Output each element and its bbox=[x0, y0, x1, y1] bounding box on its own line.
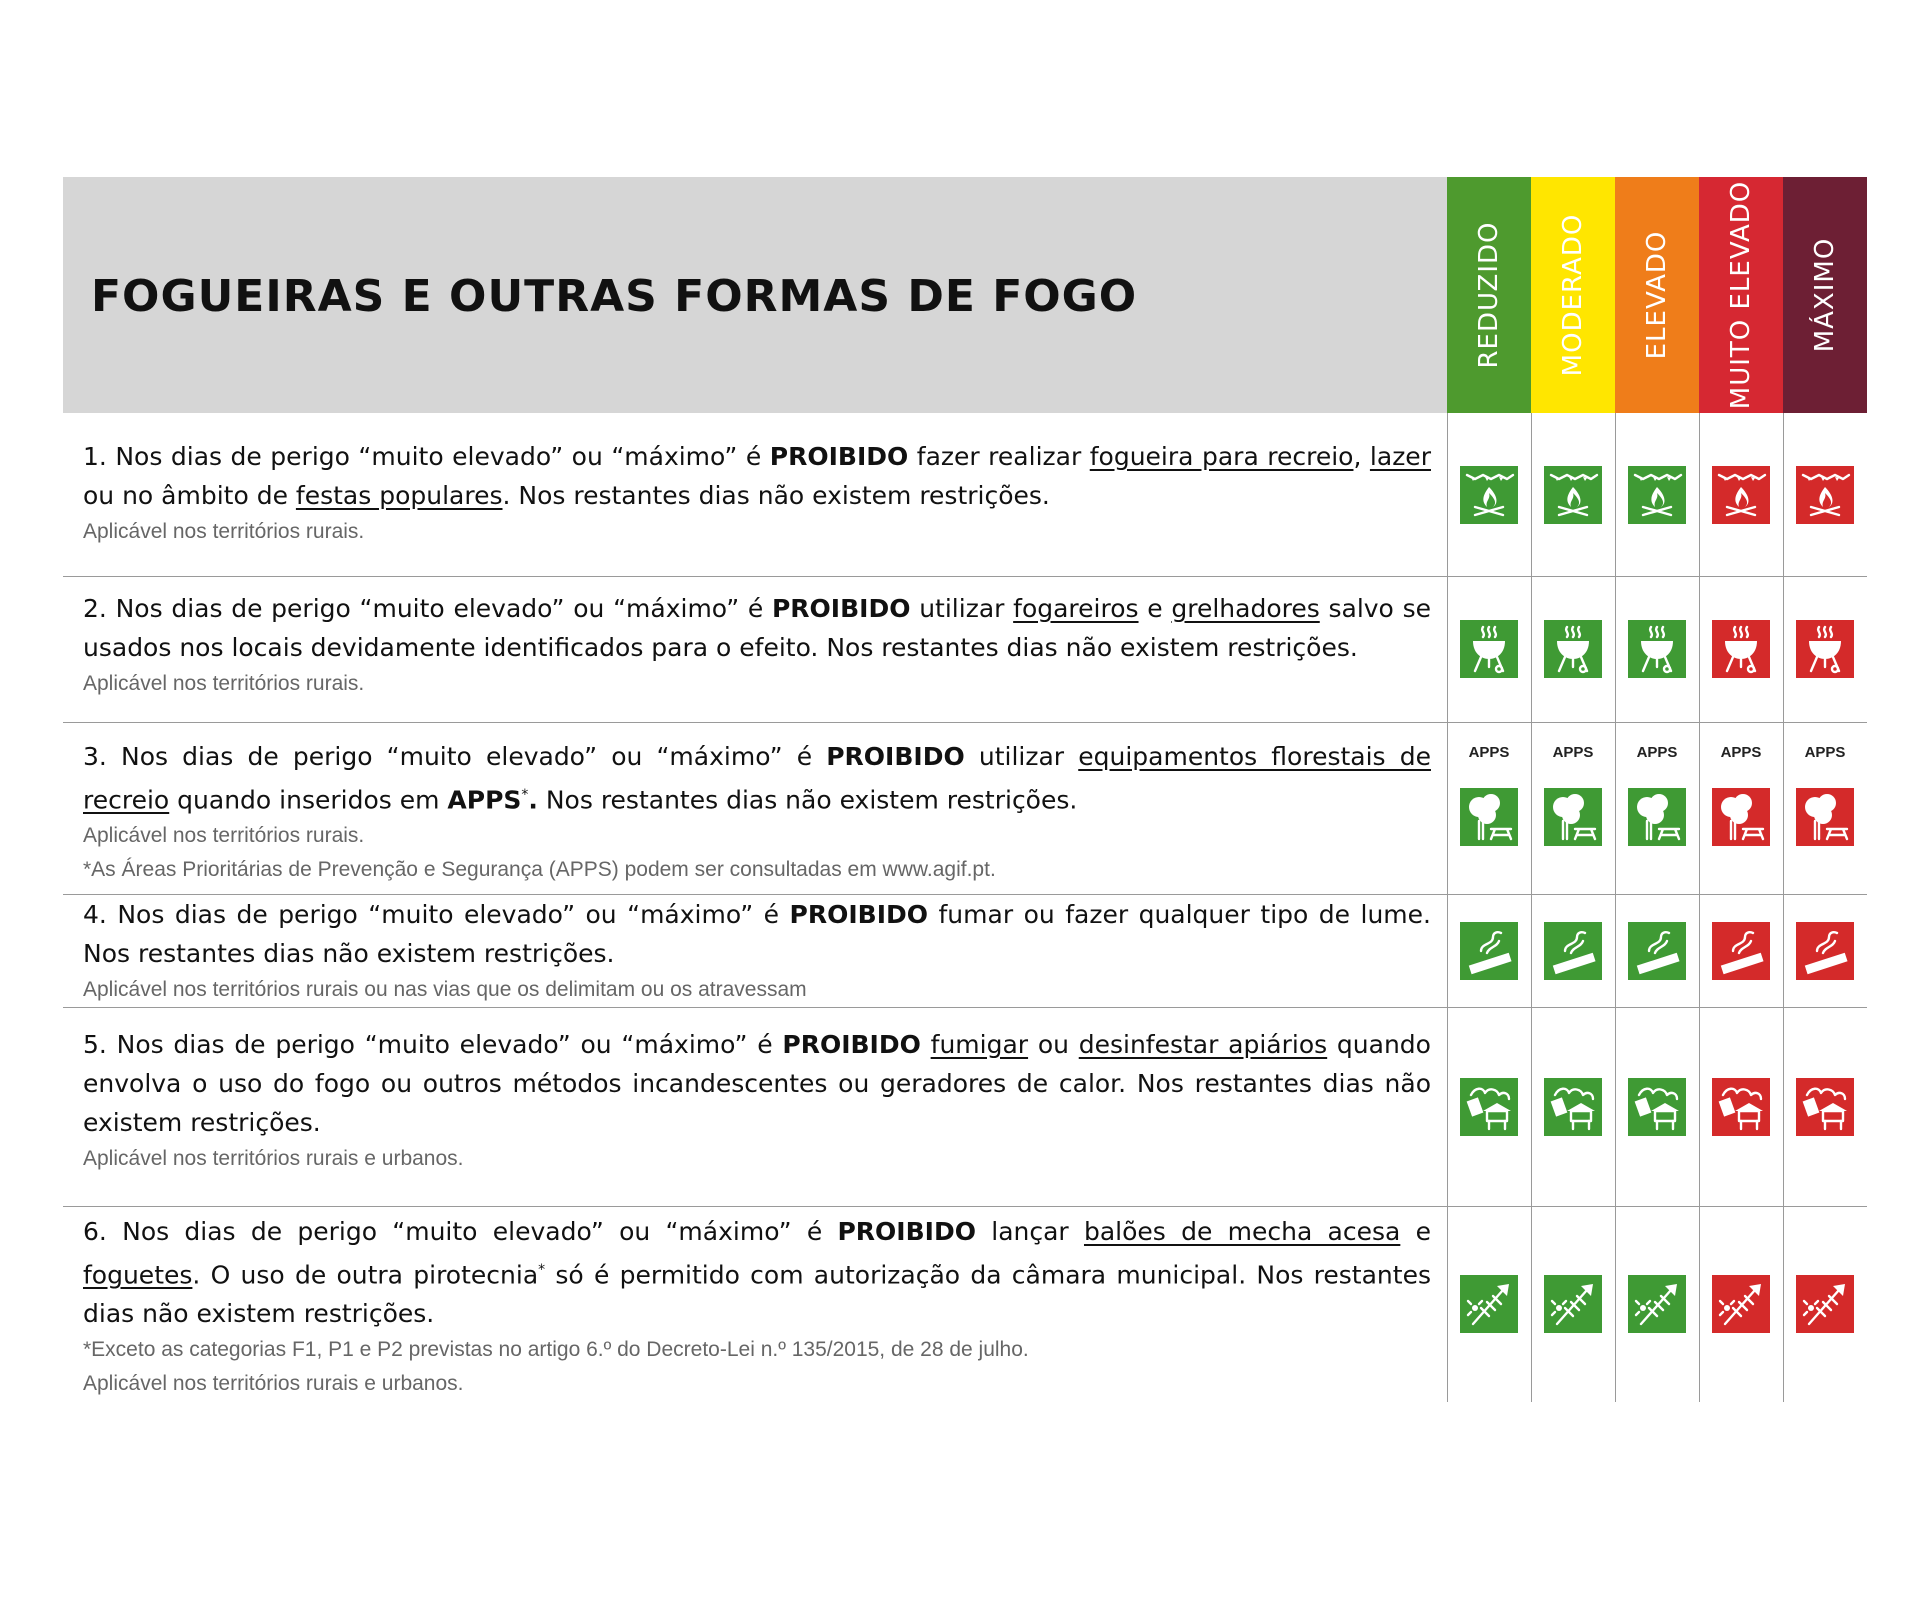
grill-icon bbox=[1796, 620, 1854, 678]
column-divider bbox=[1699, 413, 1700, 1402]
rule-statement bbox=[83, 737, 1431, 819]
text-fragment: 2. Nos dias de perigo “muito elevado” ou “máximo” é bbox=[83, 594, 772, 623]
grill-icon bbox=[1628, 620, 1686, 678]
beehive-smoker-icon bbox=[1544, 1078, 1602, 1136]
row-divider bbox=[63, 1206, 1867, 1207]
firework-rocket-icon bbox=[1712, 1275, 1770, 1333]
rule-note: Aplicável nos territórios rurais. bbox=[83, 520, 365, 543]
text-fragment: , bbox=[1353, 442, 1370, 471]
underlined-term: foguetes bbox=[83, 1260, 193, 1290]
picnic-tree-icon bbox=[1712, 788, 1770, 846]
text-fragment: * bbox=[538, 1262, 546, 1278]
rule-note: Aplicável nos territórios rurais e urbanos. bbox=[83, 1147, 464, 1170]
cigarette-icon bbox=[1796, 922, 1854, 980]
rule-statement bbox=[83, 589, 1431, 667]
page-title: FOGUEIRAS E OUTRAS FORMAS DE FOGO bbox=[91, 271, 1138, 322]
text-fragment: * bbox=[521, 787, 529, 803]
fire-rules-table bbox=[63, 177, 1867, 1402]
beehive-smoker-icon bbox=[1712, 1078, 1770, 1136]
firework-rocket-icon bbox=[1544, 1275, 1602, 1333]
grill-icon bbox=[1544, 620, 1602, 678]
picnic-tree-icon bbox=[1796, 788, 1854, 846]
rule-statement bbox=[83, 1212, 1431, 1333]
text-fragment: ou bbox=[1028, 1030, 1079, 1059]
cigarette-icon bbox=[1712, 922, 1770, 980]
picnic-tree-icon bbox=[1460, 788, 1518, 846]
picnic-tree-icon bbox=[1544, 788, 1602, 846]
grill-icon bbox=[1460, 620, 1518, 678]
underlined-term: equipamentos florestais de recreio bbox=[83, 742, 1431, 815]
level-header-0 bbox=[1447, 177, 1531, 413]
row-divider bbox=[63, 576, 1867, 577]
text-fragment: 4. Nos dias de perigo “muito elevado” ou “máximo” é bbox=[83, 900, 790, 929]
beehive-smoker-icon bbox=[1628, 1078, 1686, 1136]
grill-icon bbox=[1712, 620, 1770, 678]
bold-term: PROIBIDO bbox=[837, 1217, 976, 1246]
rule-note: Aplicável nos territórios rurais ou nas vias que os delimitam ou os atravessam bbox=[83, 978, 807, 1001]
level-header-2 bbox=[1615, 177, 1699, 413]
firework-rocket-icon bbox=[1628, 1275, 1686, 1333]
underlined-term: fogueira para recreio bbox=[1089, 442, 1354, 471]
level-header-4 bbox=[1783, 177, 1867, 413]
rule-text-6 bbox=[83, 1212, 1431, 1401]
firework-rocket-icon bbox=[1460, 1275, 1518, 1333]
beehive-smoker-icon bbox=[1460, 1078, 1518, 1136]
text-fragment: lançar bbox=[975, 1217, 1084, 1246]
text-fragment: 1. Nos dias de perigo “muito elevado” ou “máximo” é bbox=[83, 442, 770, 471]
column-divider bbox=[1531, 413, 1532, 1402]
text-fragment: salvo se usados nos locais devidamente identificados para o efeito. Nos restantes dias não existem restrições. bbox=[83, 594, 1431, 662]
underlined-term: fogareiros bbox=[1013, 594, 1139, 623]
apps-label: APPS bbox=[1468, 744, 1510, 761]
text-fragment: 5. Nos dias de perigo “muito elevado” ou “máximo” é bbox=[83, 1030, 783, 1059]
picnic-tree-icon bbox=[1628, 788, 1686, 846]
text-fragment: 6. Nos dias de perigo “muito elevado” ou “máximo” é bbox=[83, 1217, 838, 1246]
row-divider bbox=[63, 722, 1867, 723]
text-fragment: quando inseridos em bbox=[169, 785, 448, 815]
row-divider bbox=[63, 1007, 1867, 1008]
text-fragment: utilizar bbox=[964, 742, 1079, 771]
rule-statement bbox=[83, 437, 1431, 515]
firework-rocket-icon bbox=[1796, 1275, 1854, 1333]
column-divider bbox=[1615, 413, 1616, 1402]
underlined-term: desinfestar apiários bbox=[1078, 1030, 1328, 1059]
text-fragment: 3. Nos dias de perigo “muito elevado” ou “máximo” é bbox=[83, 742, 827, 771]
campfire-icon bbox=[1544, 466, 1602, 524]
rule-note: *Exceto as categorias F1, P1 e P2 previstas no artigo 6.º do Decreto-Lei n.º 135/2015, de 28 de julho. bbox=[83, 1338, 1029, 1362]
bold-term: . bbox=[528, 785, 538, 815]
text-fragment: e bbox=[1400, 1217, 1431, 1246]
bold-term: PROIBIDO bbox=[771, 594, 911, 623]
underlined-term: festas populares bbox=[295, 481, 503, 510]
apps-label: APPS bbox=[1720, 744, 1762, 761]
apps-label: APPS bbox=[1636, 744, 1678, 761]
rule-note: *As Áreas Prioritárias de Prevenção e Segurança (APPS) podem ser consultadas em www.agif.pt. bbox=[83, 858, 996, 882]
column-divider bbox=[1447, 413, 1448, 1402]
cigarette-icon bbox=[1460, 922, 1518, 980]
rule-text-2 bbox=[83, 589, 1431, 701]
beehive-smoker-icon bbox=[1796, 1078, 1854, 1136]
text-fragment: . O uso de outra pirotecnia bbox=[192, 1260, 539, 1290]
text-fragment: utilizar bbox=[910, 594, 1014, 623]
rule-text-5 bbox=[83, 1025, 1431, 1176]
level-header-1 bbox=[1531, 177, 1615, 413]
table-header bbox=[63, 177, 1447, 413]
level-header-3 bbox=[1699, 177, 1783, 413]
cigarette-icon bbox=[1628, 922, 1686, 980]
column-divider bbox=[1783, 413, 1784, 1402]
text-fragment: Nos restantes dias não existem restrições. bbox=[537, 785, 1078, 815]
bold-term: PROIBIDO bbox=[782, 1030, 921, 1059]
rule-note: Aplicável nos territórios rurais. bbox=[83, 824, 365, 848]
level-label: MODERADO bbox=[1558, 213, 1588, 377]
text-fragment: . Nos restantes dias não existem restrições. bbox=[502, 481, 1050, 510]
rule-text-3 bbox=[83, 737, 1431, 887]
text-fragment: fumar ou fazer qualquer tipo de lume. Nos restantes dias não existem restrições. bbox=[83, 900, 1431, 968]
campfire-icon bbox=[1796, 466, 1854, 524]
level-label: MUITO ELEVADO bbox=[1726, 180, 1756, 410]
bold-term: PROIBIDO bbox=[769, 442, 909, 471]
rule-text-1 bbox=[83, 437, 1431, 549]
bold-term: PROIBIDO bbox=[826, 742, 965, 771]
bold-term: APPS bbox=[447, 785, 522, 815]
level-label: MÁXIMO bbox=[1810, 237, 1840, 353]
text-fragment: quando envolva o uso do fogo ou outros métodos incandescentes ou geradores de calor. Nos restantes dias não existem restrições. bbox=[83, 1030, 1431, 1137]
campfire-icon bbox=[1460, 466, 1518, 524]
campfire-icon bbox=[1628, 466, 1686, 524]
text-fragment: fazer realizar bbox=[908, 442, 1090, 471]
underlined-term: lazer bbox=[1369, 442, 1431, 471]
campfire-icon bbox=[1712, 466, 1770, 524]
rule-statement bbox=[83, 895, 1431, 973]
underlined-term: fumigar bbox=[930, 1030, 1029, 1059]
rule-statement bbox=[83, 1025, 1431, 1142]
text-fragment: ou no âmbito de bbox=[83, 481, 296, 510]
rule-text-4 bbox=[83, 895, 1431, 1007]
bold-term: PROIBIDO bbox=[789, 900, 929, 929]
level-label: REDUZIDO bbox=[1474, 221, 1504, 369]
level-label: ELEVADO bbox=[1642, 230, 1672, 360]
underlined-term: balões de mecha acesa bbox=[1083, 1217, 1401, 1246]
text-fragment: só é permitido com autorização da câmara municipal. Nos restantes dias não existem restrições. bbox=[83, 1260, 1431, 1329]
cigarette-icon bbox=[1544, 922, 1602, 980]
underlined-term: grelhadores bbox=[1171, 594, 1320, 623]
apps-label: APPS bbox=[1804, 744, 1846, 761]
rule-note: Aplicável nos territórios rurais e urbanos. bbox=[83, 1372, 464, 1396]
rule-note: Aplicável nos territórios rurais. bbox=[83, 672, 365, 695]
text-fragment bbox=[921, 1030, 931, 1059]
text-fragment: e bbox=[1138, 594, 1172, 623]
apps-label: APPS bbox=[1552, 744, 1594, 761]
